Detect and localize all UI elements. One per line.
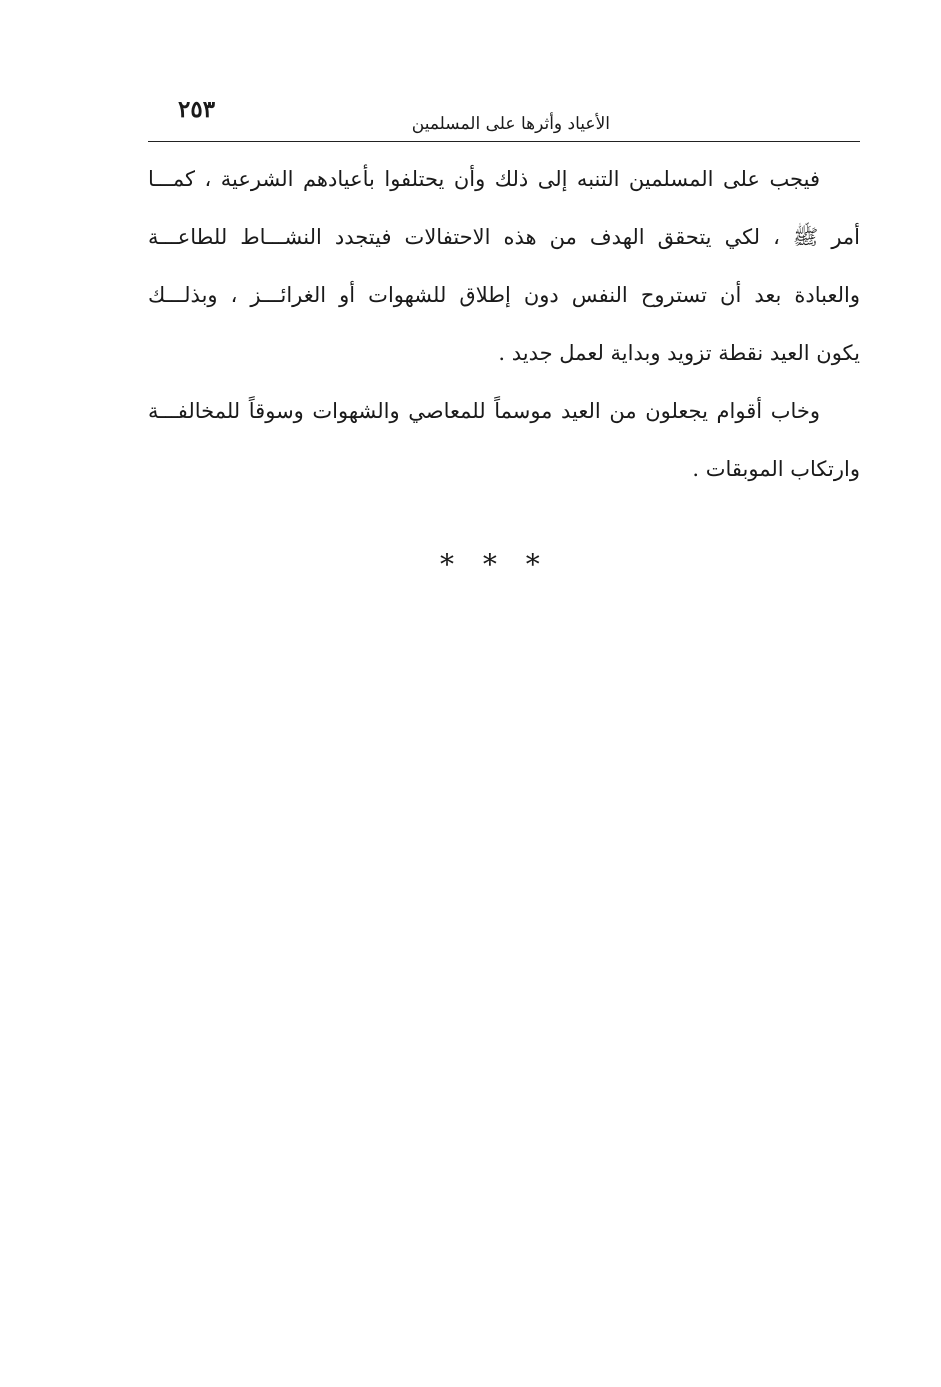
section-separator: * * * bbox=[440, 548, 550, 581]
running-title: الأعياد وأثرها على المسلمين bbox=[411, 114, 610, 134]
paragraph-2-line-2: وارتكاب الموبقات . bbox=[692, 457, 860, 481]
paragraph-1-line-2: أمر ﷺ ، لكي يتحقق الهدف من هذه الاحتفالات فيتجدد النشـــاط للطاعـــة bbox=[148, 225, 860, 249]
body-text bbox=[148, 150, 860, 498]
paragraph-1-line-1: فيجب على المسلمين التنبه إلى ذلك وأن يحتلفوا بأعيادهم الشرعية ، كمـــا bbox=[148, 167, 820, 191]
page-number: ٢٥٣ bbox=[178, 96, 216, 123]
header-rule bbox=[148, 141, 860, 142]
paragraph-2-line-1: وخاب أقوام يجعلون من العيد موسماً للمعاصي والشهوات وسوقاً للمخالفـــة bbox=[148, 399, 820, 423]
paragraph-1-line-3: والعبادة بعد أن تستروح النفس دون إطلاق للشهوات أو الغرائـــز ، وبذلـــك bbox=[148, 283, 860, 307]
running-header bbox=[148, 96, 860, 136]
paragraph-1-line-4: يكون العيد نقطة تزويد وبداية لعمل جديد . bbox=[498, 341, 860, 365]
